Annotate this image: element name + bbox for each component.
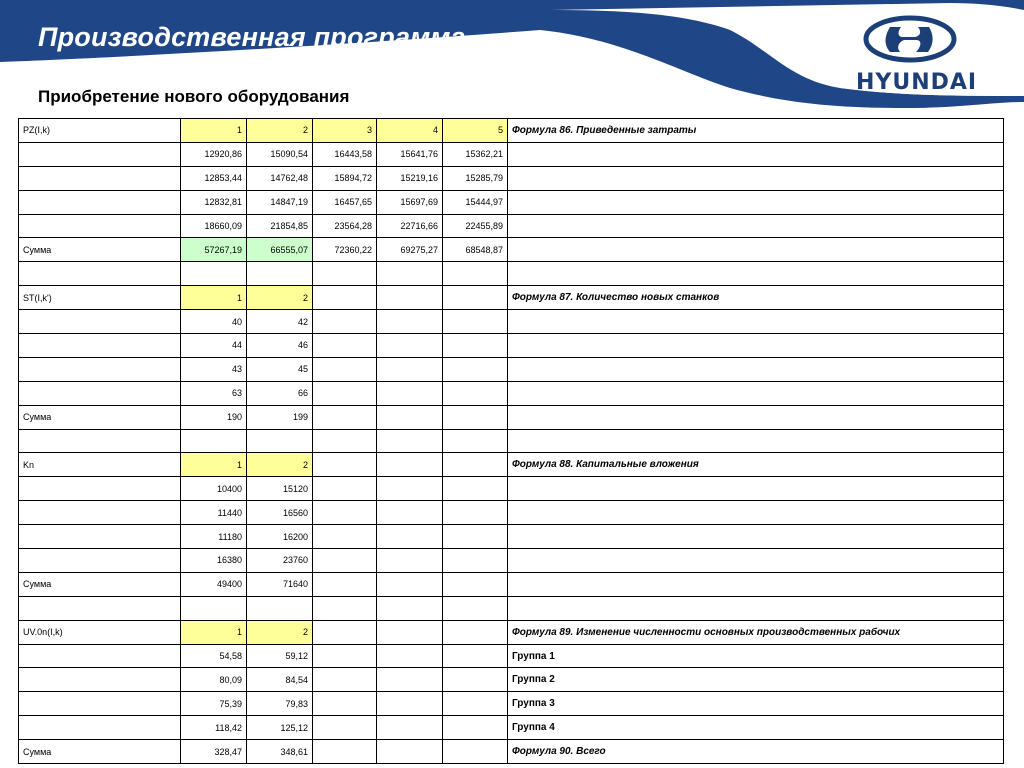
row-label-cell	[19, 668, 181, 692]
value-cell: 42	[247, 310, 313, 334]
empty-cell	[443, 668, 508, 692]
empty-cell	[313, 549, 377, 573]
value-cell: 125,12	[247, 716, 313, 740]
row-label-cell	[19, 381, 181, 405]
empty-cell	[377, 453, 443, 477]
empty-cell	[181, 262, 247, 286]
empty-cell	[313, 262, 377, 286]
value-cell: 15219,16	[377, 166, 443, 190]
empty-cell	[377, 716, 443, 740]
table-row	[19, 644, 1004, 668]
group-label-cell: Группа 4	[508, 716, 1004, 740]
value-cell: 45	[247, 357, 313, 381]
empty-cell	[508, 262, 1004, 286]
value-cell: 14847,19	[247, 190, 313, 214]
block-header-row	[19, 453, 1004, 477]
value-cell: 66	[247, 381, 313, 405]
empty-cell	[377, 549, 443, 573]
column-number-cell: 5	[443, 119, 508, 143]
empty-cell	[443, 596, 508, 620]
empty-cell	[443, 501, 508, 525]
value-cell: 46	[247, 334, 313, 358]
empty-cell	[508, 501, 1004, 525]
sum-value-cell: 199	[247, 405, 313, 429]
value-cell: 40	[181, 310, 247, 334]
column-number-cell: 1	[181, 620, 247, 644]
empty-cell	[313, 334, 377, 358]
column-number-cell: 2	[247, 286, 313, 310]
value-cell: 15120	[247, 477, 313, 501]
row-label-cell	[19, 644, 181, 668]
empty-cell	[19, 429, 181, 453]
table-row	[19, 310, 1004, 334]
value-cell: 43	[181, 357, 247, 381]
row-label-cell	[19, 166, 181, 190]
value-cell: 10400	[181, 477, 247, 501]
empty-cell	[313, 357, 377, 381]
empty-cell	[377, 477, 443, 501]
empty-cell	[377, 525, 443, 549]
sum-label-cell: Сумма	[19, 405, 181, 429]
empty-cell	[377, 310, 443, 334]
value-cell: 15894,72	[313, 166, 377, 190]
empty-cell	[377, 405, 443, 429]
value-cell: 23564,28	[313, 214, 377, 238]
empty-cell	[443, 477, 508, 501]
sum-value-cell: 72360,22	[313, 238, 377, 262]
empty-cell	[508, 405, 1004, 429]
table-row	[19, 501, 1004, 525]
spacer-row	[19, 596, 1004, 620]
empty-cell	[443, 525, 508, 549]
table-row	[19, 477, 1004, 501]
empty-cell	[377, 262, 443, 286]
sum-row	[19, 572, 1004, 596]
block-header-row	[19, 286, 1004, 310]
empty-cell	[508, 549, 1004, 573]
empty-cell	[313, 740, 377, 764]
value-cell: 12832,81	[181, 190, 247, 214]
group-label-cell: Группа 2	[508, 668, 1004, 692]
column-number-cell: 4	[377, 119, 443, 143]
row-label-cell	[19, 142, 181, 166]
column-number-cell: 1	[181, 286, 247, 310]
empty-cell	[377, 357, 443, 381]
empty-cell	[443, 740, 508, 764]
table-row	[19, 549, 1004, 573]
column-number-cell: 3	[313, 119, 377, 143]
empty-cell	[19, 262, 181, 286]
empty-cell	[313, 405, 377, 429]
row-label-cell	[19, 310, 181, 334]
value-cell: 15444,97	[443, 190, 508, 214]
empty-cell	[377, 620, 443, 644]
empty-cell	[377, 381, 443, 405]
empty-cell	[313, 692, 377, 716]
empty-cell	[508, 477, 1004, 501]
table-row	[19, 334, 1004, 358]
empty-cell	[443, 357, 508, 381]
empty-cell	[313, 453, 377, 477]
block-header-row	[19, 620, 1004, 644]
brand-wordmark: HYUNDAI	[856, 70, 978, 95]
empty-cell	[443, 429, 508, 453]
empty-cell	[508, 572, 1004, 596]
value-cell: 12920,86	[181, 142, 247, 166]
empty-cell	[508, 238, 1004, 262]
empty-cell	[508, 357, 1004, 381]
table-row	[19, 214, 1004, 238]
table-row	[19, 166, 1004, 190]
sum-value-cell: 328,47	[181, 740, 247, 764]
value-cell: 118,42	[181, 716, 247, 740]
value-cell: 21854,85	[247, 214, 313, 238]
sum-value-cell: 68548,87	[443, 238, 508, 262]
empty-cell	[508, 310, 1004, 334]
empty-cell	[313, 310, 377, 334]
value-cell: 18660,09	[181, 214, 247, 238]
value-cell: 16200	[247, 525, 313, 549]
empty-cell	[508, 334, 1004, 358]
value-cell: 54,58	[181, 644, 247, 668]
empty-cell	[377, 572, 443, 596]
value-cell: 11180	[181, 525, 247, 549]
empty-cell	[443, 549, 508, 573]
empty-cell	[313, 572, 377, 596]
formula-note-cell: Формула 89. Изменение численности основных производственных рабочих	[508, 620, 1004, 644]
sum-row	[19, 740, 1004, 764]
value-cell: 15641,76	[377, 142, 443, 166]
value-cell: 14762,48	[247, 166, 313, 190]
sum-value-cell: 57267,19	[181, 238, 247, 262]
empty-cell	[443, 286, 508, 310]
table-row	[19, 692, 1004, 716]
empty-cell	[313, 429, 377, 453]
value-cell: 15362,21	[443, 142, 508, 166]
formula-note-cell: Формула 88. Капитальные вложения	[508, 453, 1004, 477]
value-cell: 15090,54	[247, 142, 313, 166]
sum-value-cell: 49400	[181, 572, 247, 596]
value-cell: 16380	[181, 549, 247, 573]
formula-note-cell: Формула 90. Всего	[508, 740, 1004, 764]
empty-cell	[443, 262, 508, 286]
row-label-cell	[19, 692, 181, 716]
value-cell: 22716,66	[377, 214, 443, 238]
value-cell: 80,09	[181, 668, 247, 692]
empty-cell	[181, 429, 247, 453]
column-number-cell: 2	[247, 620, 313, 644]
empty-cell	[377, 740, 443, 764]
empty-cell	[313, 525, 377, 549]
page-subtitle: Приобретение нового оборудования	[38, 87, 350, 106]
empty-cell	[377, 668, 443, 692]
row-label-cell	[19, 334, 181, 358]
empty-cell	[313, 381, 377, 405]
row-label-cell	[19, 549, 181, 573]
sum-value-cell: 69275,27	[377, 238, 443, 262]
value-cell: 16443,58	[313, 142, 377, 166]
hyundai-logo-icon	[862, 14, 958, 64]
sum-value-cell: 348,61	[247, 740, 313, 764]
empty-cell	[247, 596, 313, 620]
empty-cell	[508, 166, 1004, 190]
empty-cell	[443, 692, 508, 716]
page-title: Производственная программа	[38, 22, 466, 52]
empty-cell	[508, 190, 1004, 214]
empty-cell	[443, 310, 508, 334]
sum-value-cell: 190	[181, 405, 247, 429]
table-row	[19, 716, 1004, 740]
empty-cell	[443, 620, 508, 644]
group-label-cell: Группа 1	[508, 644, 1004, 668]
row-label-cell: UV.0n(I,k)	[19, 620, 181, 644]
column-number-cell: 1	[181, 119, 247, 143]
column-number-cell: 2	[247, 119, 313, 143]
value-cell: 15285,79	[443, 166, 508, 190]
spacer-row	[19, 429, 1004, 453]
program-table	[18, 118, 1004, 764]
column-number-cell: 1	[181, 453, 247, 477]
value-cell: 15697,69	[377, 190, 443, 214]
empty-cell	[508, 429, 1004, 453]
empty-cell	[508, 214, 1004, 238]
row-label-cell	[19, 190, 181, 214]
sum-label-cell: Сумма	[19, 238, 181, 262]
value-cell: 16560	[247, 501, 313, 525]
empty-cell	[19, 596, 181, 620]
empty-cell	[443, 381, 508, 405]
empty-cell	[377, 501, 443, 525]
table-row	[19, 190, 1004, 214]
value-cell: 11440	[181, 501, 247, 525]
value-cell: 79,83	[247, 692, 313, 716]
row-label-cell	[19, 477, 181, 501]
empty-cell	[313, 644, 377, 668]
empty-cell	[443, 405, 508, 429]
column-number-cell: 2	[247, 453, 313, 477]
row-label-cell: PZ(I,k)	[19, 119, 181, 143]
sum-label-cell: Сумма	[19, 740, 181, 764]
empty-cell	[443, 644, 508, 668]
empty-cell	[443, 572, 508, 596]
empty-cell	[443, 453, 508, 477]
value-cell: 12853,44	[181, 166, 247, 190]
sum-label-cell: Сумма	[19, 572, 181, 596]
value-cell: 75,39	[181, 692, 247, 716]
empty-cell	[313, 286, 377, 310]
empty-cell	[443, 716, 508, 740]
group-label-cell: Группа 3	[508, 692, 1004, 716]
empty-cell	[443, 334, 508, 358]
table-row	[19, 142, 1004, 166]
empty-cell	[313, 477, 377, 501]
row-label-cell: Kn	[19, 453, 181, 477]
sum-row	[19, 405, 1004, 429]
empty-cell	[377, 692, 443, 716]
row-label-cell	[19, 214, 181, 238]
table-row	[19, 668, 1004, 692]
empty-cell	[508, 596, 1004, 620]
row-label-cell	[19, 357, 181, 381]
empty-cell	[247, 262, 313, 286]
empty-cell	[377, 429, 443, 453]
table-row	[19, 381, 1004, 405]
empty-cell	[377, 596, 443, 620]
row-label-cell: ST(I,k')	[19, 286, 181, 310]
empty-cell	[313, 716, 377, 740]
value-cell: 63	[181, 381, 247, 405]
empty-cell	[313, 501, 377, 525]
empty-cell	[313, 668, 377, 692]
row-label-cell	[19, 525, 181, 549]
value-cell: 16457,65	[313, 190, 377, 214]
empty-cell	[313, 620, 377, 644]
empty-cell	[313, 596, 377, 620]
sum-row	[19, 238, 1004, 262]
block-header-row	[19, 119, 1004, 143]
value-cell: 59,12	[247, 644, 313, 668]
empty-cell	[508, 525, 1004, 549]
value-cell: 44	[181, 334, 247, 358]
empty-cell	[377, 334, 443, 358]
spacer-row	[19, 262, 1004, 286]
empty-cell	[181, 596, 247, 620]
row-label-cell	[19, 716, 181, 740]
row-label-cell	[19, 501, 181, 525]
value-cell: 23760	[247, 549, 313, 573]
formula-note-cell: Формула 86. Приведенные затраты	[508, 119, 1004, 143]
empty-cell	[377, 644, 443, 668]
empty-cell	[377, 286, 443, 310]
empty-cell	[508, 381, 1004, 405]
table-row	[19, 357, 1004, 381]
empty-cell	[247, 429, 313, 453]
sum-value-cell: 71640	[247, 572, 313, 596]
table-row	[19, 525, 1004, 549]
formula-note-cell: Формула 87. Количество новых станков	[508, 286, 1004, 310]
value-cell: 22455,89	[443, 214, 508, 238]
sum-value-cell: 66555,07	[247, 238, 313, 262]
empty-cell	[508, 142, 1004, 166]
value-cell: 84,54	[247, 668, 313, 692]
